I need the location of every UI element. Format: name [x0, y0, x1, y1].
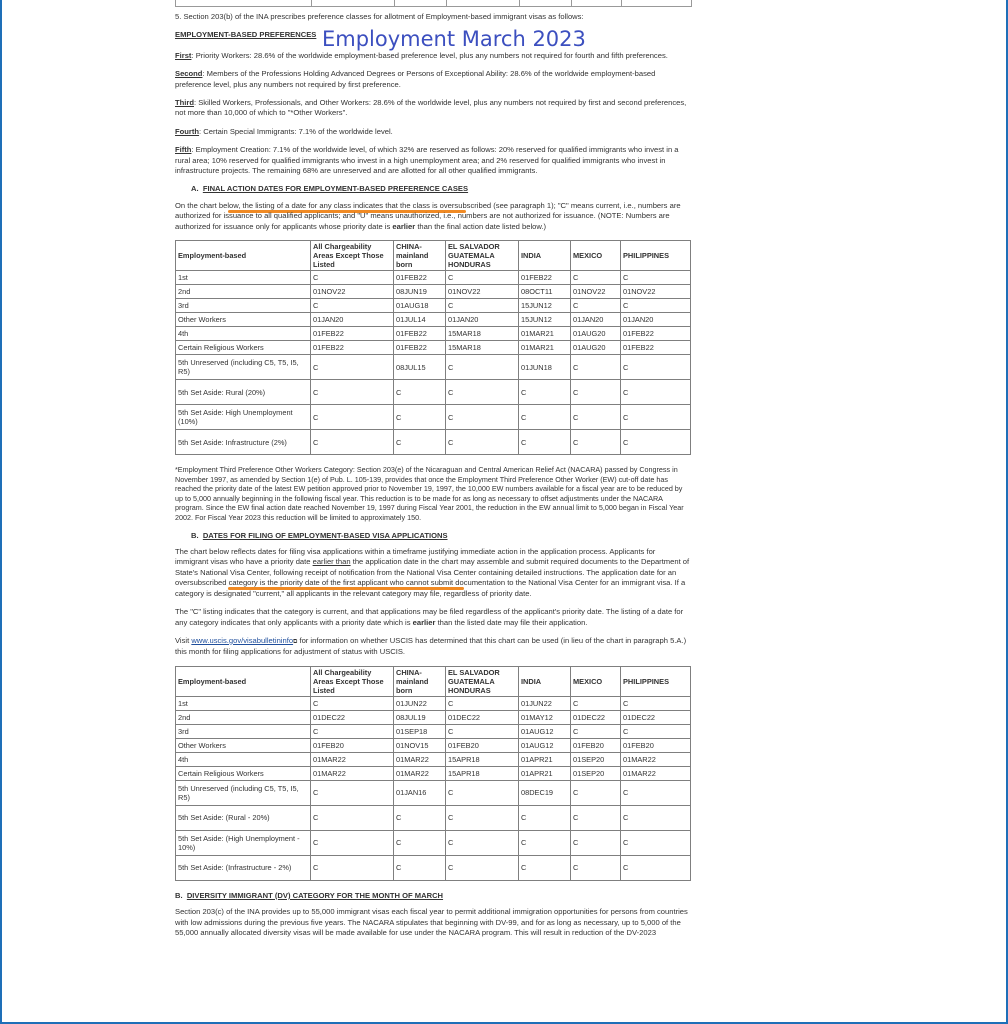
table-cell: C — [621, 780, 691, 805]
table-cell: C — [446, 696, 519, 710]
table-cell: C — [571, 271, 621, 285]
final-action-dates-table — [175, 240, 691, 455]
section-b-paragraph-3: Visit www.uscis.gov/visabulletininfo⧉ for information on whether USCIS has determined that this chart can be used (in lieu of the chart in paragraph 5.A.) this month for filing applications for adjustment of status with USCIS. — [175, 635, 687, 657]
table-cell: 01FEB22 — [621, 327, 691, 341]
section-dv-heading: B. DIVERSITY IMMIGRANT (DV) CATEGORY FOR THE MONTH OF MARCH — [175, 890, 444, 900]
table-cell: 01FEB22 — [394, 341, 446, 355]
table-cell: C — [311, 805, 394, 830]
table-header-row — [176, 241, 691, 271]
table-cell: 15MAR18 — [446, 341, 519, 355]
table-cell: 01MAR22 — [394, 752, 446, 766]
table-cell: 01SEP20 — [571, 766, 621, 780]
section-dv-title: DIVERSITY IMMIGRANT (DV) CATEGORY FOR THE MONTH OF MARCH — [186, 890, 444, 900]
row-label: 3rd — [176, 299, 311, 313]
row-label: 5th Set Aside: (Rural - 20%) — [176, 805, 311, 830]
table-row — [176, 766, 691, 780]
table-row — [176, 855, 691, 880]
section-a-title: FINAL ACTION DATES FOR EMPLOYMENT-BASED PREFERENCE CASES — [202, 184, 469, 194]
table-cell: 01FEB22 — [394, 271, 446, 285]
row-label: 5th Set Aside: Infrastructure (2%) — [176, 430, 311, 455]
column-header: EL SALVADOR GUATEMALA HONDURAS — [446, 241, 519, 271]
table-cell: C — [394, 830, 446, 855]
row-label: 5th Unreserved (including C5, T5, I5, R5) — [176, 355, 311, 380]
table-cell: 01MAR22 — [621, 752, 691, 766]
column-header: CHINA-mainland born — [394, 241, 446, 271]
column-header: CHINA-mainland born — [394, 666, 446, 696]
table-cell: C — [621, 830, 691, 855]
column-header: Employment-based — [176, 241, 311, 271]
table-cell: 01MAR21 — [519, 341, 571, 355]
table-cell: C — [311, 696, 394, 710]
table-cell: C — [571, 724, 621, 738]
column-header: All Chargeability Areas Except Those Listed — [311, 241, 394, 271]
table-cell: C — [621, 355, 691, 380]
row-label: Certain Religious Workers — [176, 766, 311, 780]
preference-list — [175, 51, 690, 177]
dates-for-filing-table — [175, 666, 691, 881]
table-cell: 01APR21 — [519, 752, 571, 766]
table-cell: 08JUN19 — [394, 285, 446, 299]
table-cell: C — [519, 405, 571, 430]
preference-5: Fifth: Employment Creation: 7.1% of the worldwide level, of which 32% are reserved as follows: 20% reserved for qualified immigrants who invest in a rural area; 10% reserved for qualified immigrants who invest in a high unemployment area; and 2% reserved for qualified immigrants who invest in infrastructure projects. The remaining 68% are unreserved and are allotted for all other qualified immigrants. — [175, 145, 679, 176]
section-b-paragraph-1: The chart below reflects dates for filing visa applications within a timeframe justifying immediate action in the application process. Applicants for immigrant visas who have a priority date earlier than the application date in the chart may assemble and submit required documents to the Department of State's National Visa Center, following receipt of notification from the National Visa Center containing detailed instructions. The application date for an oversubscribed category is the priority date of the first applicant who cannot submit documentation to the National Visa Center for an immigrant visa. If a category is designated "current," all applicants in the relevant category may file, regardless of priority date. — [175, 547, 690, 598]
table-cell: 01JUN22 — [519, 696, 571, 710]
table-cell: C — [621, 430, 691, 455]
table-cell: C — [621, 271, 691, 285]
row-label: Other Workers — [176, 738, 311, 752]
column-header: PHILIPPINES — [621, 666, 691, 696]
column-header: MEXICO — [571, 666, 621, 696]
document-body — [175, 12, 690, 946]
table-row — [176, 299, 691, 313]
table-row — [176, 341, 691, 355]
table-cell: 01AUG20 — [571, 341, 621, 355]
table-cell: 01NOV22 — [446, 285, 519, 299]
table-cell: 01SEP20 — [571, 752, 621, 766]
table-row — [176, 780, 691, 805]
table-cell: 01DEC22 — [446, 710, 519, 724]
table-cell: C — [446, 724, 519, 738]
table-cell: C — [446, 430, 519, 455]
table-cell: 01MAY12 — [519, 710, 571, 724]
table-cell: C — [519, 830, 571, 855]
table-cell: C — [519, 855, 571, 880]
table-cell: C — [446, 780, 519, 805]
table-cell: C — [446, 805, 519, 830]
table-cell: 01SEP18 — [394, 724, 446, 738]
row-label: Other Workers — [176, 313, 311, 327]
section-b-title: DATES FOR FILING OF EMPLOYMENT-BASED VISA APPLICATIONS — [202, 530, 448, 540]
table-cell: C — [621, 724, 691, 738]
table-cell: 01NOV22 — [571, 285, 621, 299]
table-cell: 01FEB22 — [621, 341, 691, 355]
row-label: 5th Set Aside: Rural (20%) — [176, 380, 311, 405]
table-cell: C — [621, 855, 691, 880]
table-cell: 01NOV22 — [311, 285, 394, 299]
table-cell: 01AUG20 — [571, 327, 621, 341]
column-header: PHILIPPINES — [621, 241, 691, 271]
table-cell: 15APR18 — [446, 766, 519, 780]
table-cell: 01MAR22 — [394, 766, 446, 780]
table-row — [176, 327, 691, 341]
table-cell: C — [621, 299, 691, 313]
table-row — [176, 313, 691, 327]
table-cell: C — [394, 405, 446, 430]
table-cell: 01AUG12 — [519, 724, 571, 738]
table-row — [176, 696, 691, 710]
table-cell: 08JUL19 — [394, 710, 446, 724]
table-cell: 01NOV22 — [621, 285, 691, 299]
table-cell: C — [394, 805, 446, 830]
table-cell: 01APR21 — [519, 766, 571, 780]
row-label: 5th Set Aside: High Unemployment (10%) — [176, 405, 311, 430]
table-cell: C — [311, 830, 394, 855]
uscis-link[interactable]: www.uscis.gov/visabulletininfo — [191, 635, 294, 645]
row-label: 5th Unreserved (including C5, T5, I5, R5) — [176, 780, 311, 805]
previous-table-bottom — [175, 0, 692, 7]
row-label: 2nd — [176, 710, 311, 724]
row-label: 5th Set Aside: (Infrastructure - 2%) — [176, 855, 311, 880]
table-cell: 15JUN12 — [519, 313, 571, 327]
section-a-intro: On the chart below, the listing of a date for any class indicates that the class is oversubscribed (see paragraph 1); "C" means current, i.e., numbers are authorized for issuance to all qualified applicants; and "U" means unauthorized, i.e., numbers are not authorized for issuance. (NOTE: Numbers are authorized for issuance only for applicants whose priority date is earlier than the final action date listed below.) — [175, 200, 681, 231]
table-cell: C — [311, 405, 394, 430]
table-cell: C — [446, 405, 519, 430]
table-row — [176, 405, 691, 430]
table-row — [176, 752, 691, 766]
row-label: 2nd — [176, 285, 311, 299]
table-cell: C — [446, 830, 519, 855]
table-cell: 01FEB20 — [446, 738, 519, 752]
table-cell: C — [311, 299, 394, 313]
column-header: MEXICO — [571, 241, 621, 271]
table-cell: C — [311, 430, 394, 455]
table-cell: 01MAR22 — [311, 766, 394, 780]
table-row — [176, 724, 691, 738]
table-cell: C — [621, 805, 691, 830]
section-b-heading: B. DATES FOR FILING OF EMPLOYMENT-BASED VISA APPLICATIONS — [191, 530, 448, 540]
table-cell: C — [621, 380, 691, 405]
table-cell: 15JUN12 — [519, 299, 571, 313]
table-cell: C — [571, 855, 621, 880]
table-cell: C — [394, 855, 446, 880]
table-cell: 01DEC22 — [621, 710, 691, 724]
table-cell: 01JUL14 — [394, 313, 446, 327]
table-header-row — [176, 666, 691, 696]
table-cell: 15MAR18 — [446, 327, 519, 341]
table-cell: C — [571, 380, 621, 405]
row-label: 4th — [176, 327, 311, 341]
table-cell: C — [394, 380, 446, 405]
table-cell: C — [571, 430, 621, 455]
table-cell: 01JAN20 — [621, 313, 691, 327]
preference-2: Second: Members of the Professions Holding Advanced Degrees or Persons of Exceptional Ability: 28.6% of the worldwide employment-based preference level, plus any numbers not required by first preference. — [175, 69, 656, 89]
table-cell: 08OCT11 — [519, 285, 571, 299]
preference-3: Third: Skilled Workers, Professionals, and Other Workers: 28.6% of the worldwide level, plus any numbers not required by first and second preferences, not more than 10,000 of which to "*Other Workers". — [175, 98, 687, 118]
table-cell: C — [519, 380, 571, 405]
table-cell: 01FEB20 — [571, 738, 621, 752]
table-cell: C — [394, 430, 446, 455]
annotation-title: Employment March 2023 — [322, 27, 586, 51]
table-cell: 01AUG12 — [519, 738, 571, 752]
table-cell: C — [571, 780, 621, 805]
section-dv-text: Section 203(c) of the INA provides up to 55,000 immigrant visas each fiscal year to permit additional immigration opportunities for persons from countries with low admissions during the previous five years. The NACARA stipulates that beginning with DV-99, and for as long as necessary, up to 5,000 of the 55,000 annually allocated diversity visas will be made available for use under the NACARA program. This will result in reduction of the DV-2023 — [175, 907, 688, 937]
section-heading: EMPLOYMENT-BASED PREFERENCES — [175, 30, 317, 40]
column-header: INDIA — [519, 666, 571, 696]
table-row — [176, 380, 691, 405]
table-cell: 01JUN22 — [394, 696, 446, 710]
table-cell: 01FEB22 — [311, 341, 394, 355]
section-b-paragraph-2: The "C" listing indicates that the category is current, and that applications may be filed regardless of the applicant's priority date. The listing of a date for any category indicates that only applicants with a priority date which is earlier than the listed date may file their application. — [175, 607, 684, 627]
table-cell: C — [621, 696, 691, 710]
row-label: 3rd — [176, 724, 311, 738]
table-cell: 01JAN20 — [446, 313, 519, 327]
preference-1: First: Priority Workers: 28.6% of the worldwide employment-based preference level, plus any numbers not required for fourth and fifth preferences. — [175, 50, 668, 60]
table-cell: 01AUG18 — [394, 299, 446, 313]
table-cell: 08JUL15 — [394, 355, 446, 380]
table-cell: C — [571, 355, 621, 380]
table-cell: C — [571, 805, 621, 830]
nacara-footnote: *Employment Third Preference Other Workers Category: Section 203(e) of the Nicaraguan and Central American Relief Act (NACARA) passed by Congress in November 1997, as amended by Section 1(e) of Pub. L. 105-139, provides that once the Employment Third Preference Other Worker (EW) cut-off date has reached the priority date of the latest EW petition approved prior to November 19, 1997, the 10,000 EW numbers available for a fiscal year are to be reduced by up to 5,000 annually beginning in the following fiscal year. This reduction is to be made for as long as necessary to offset adjustments under the NACARA program. Since the EW final action date reached November 19, 1997 during Fiscal Year 2001, the reduction in the EW annual limit to 5,000 began in Fiscal Year 2002. For Fiscal Year 2023 this reduction will be limited to approximately 150. — [175, 465, 684, 523]
table-cell: 01MAR22 — [311, 752, 394, 766]
table-cell: 01JAN20 — [571, 313, 621, 327]
table-cell: 01FEB22 — [519, 271, 571, 285]
table-cell: 01JAN16 — [394, 780, 446, 805]
table-cell: C — [446, 271, 519, 285]
table-cell: C — [571, 830, 621, 855]
preference-4: Fourth: Certain Special Immigrants: 7.1% of the worldwide level. — [175, 126, 393, 136]
paragraph-5: 5. Section 203(b) of the INA prescribes preference classes for allotment of Employment-based immigrant visas as follows: — [175, 12, 584, 21]
row-label: 1st — [176, 696, 311, 710]
row-label: Certain Religious Workers — [176, 341, 311, 355]
table-cell: C — [571, 299, 621, 313]
table-cell: 15APR18 — [446, 752, 519, 766]
table-cell: 01JUN18 — [519, 355, 571, 380]
table-cell: C — [311, 780, 394, 805]
table-cell: 08DEC19 — [519, 780, 571, 805]
table-row — [176, 710, 691, 724]
section-a-heading: A. FINAL ACTION DATES FOR EMPLOYMENT-BASED PREFERENCE CASES — [191, 184, 469, 194]
row-label: 5th Set Aside: (High Unemployment - 10%) — [176, 830, 311, 855]
column-header: Employment-based — [176, 666, 311, 696]
table-cell: 01FEB20 — [311, 738, 394, 752]
table-cell: 01JAN20 — [311, 313, 394, 327]
table-cell: C — [311, 380, 394, 405]
table-cell: C — [311, 724, 394, 738]
table-cell: 01FEB22 — [394, 327, 446, 341]
table-row — [176, 355, 691, 380]
table-row — [176, 830, 691, 855]
table-row — [176, 430, 691, 455]
table-cell: 01DEC22 — [571, 710, 621, 724]
table-cell: C — [446, 355, 519, 380]
table-cell: C — [621, 405, 691, 430]
table-cell: C — [446, 855, 519, 880]
table-row — [176, 271, 691, 285]
table-cell: C — [571, 405, 621, 430]
table-cell: 01DEC22 — [311, 710, 394, 724]
table-cell: 01MAR22 — [621, 766, 691, 780]
window-border-left — [0, 0, 2, 1024]
table-row — [176, 738, 691, 752]
table-cell: 01FEB20 — [621, 738, 691, 752]
column-header: EL SALVADOR GUATEMALA HONDURAS — [446, 666, 519, 696]
table-cell: C — [311, 855, 394, 880]
table-row — [176, 285, 691, 299]
table-cell: C — [446, 299, 519, 313]
column-header: All Chargeability Areas Except Those Listed — [311, 666, 394, 696]
table-cell: C — [519, 430, 571, 455]
table-cell: C — [519, 805, 571, 830]
table-cell: C — [311, 355, 394, 380]
row-label: 1st — [176, 271, 311, 285]
table-cell: C — [446, 380, 519, 405]
column-header: INDIA — [519, 241, 571, 271]
table-cell: 01MAR21 — [519, 327, 571, 341]
row-label: 4th — [176, 752, 311, 766]
table-cell: 01NOV15 — [394, 738, 446, 752]
table-cell: C — [311, 271, 394, 285]
table-row — [176, 805, 691, 830]
table-cell: C — [571, 696, 621, 710]
table-cell: 01FEB22 — [311, 327, 394, 341]
external-link-icon: ⧉ — [293, 638, 298, 645]
